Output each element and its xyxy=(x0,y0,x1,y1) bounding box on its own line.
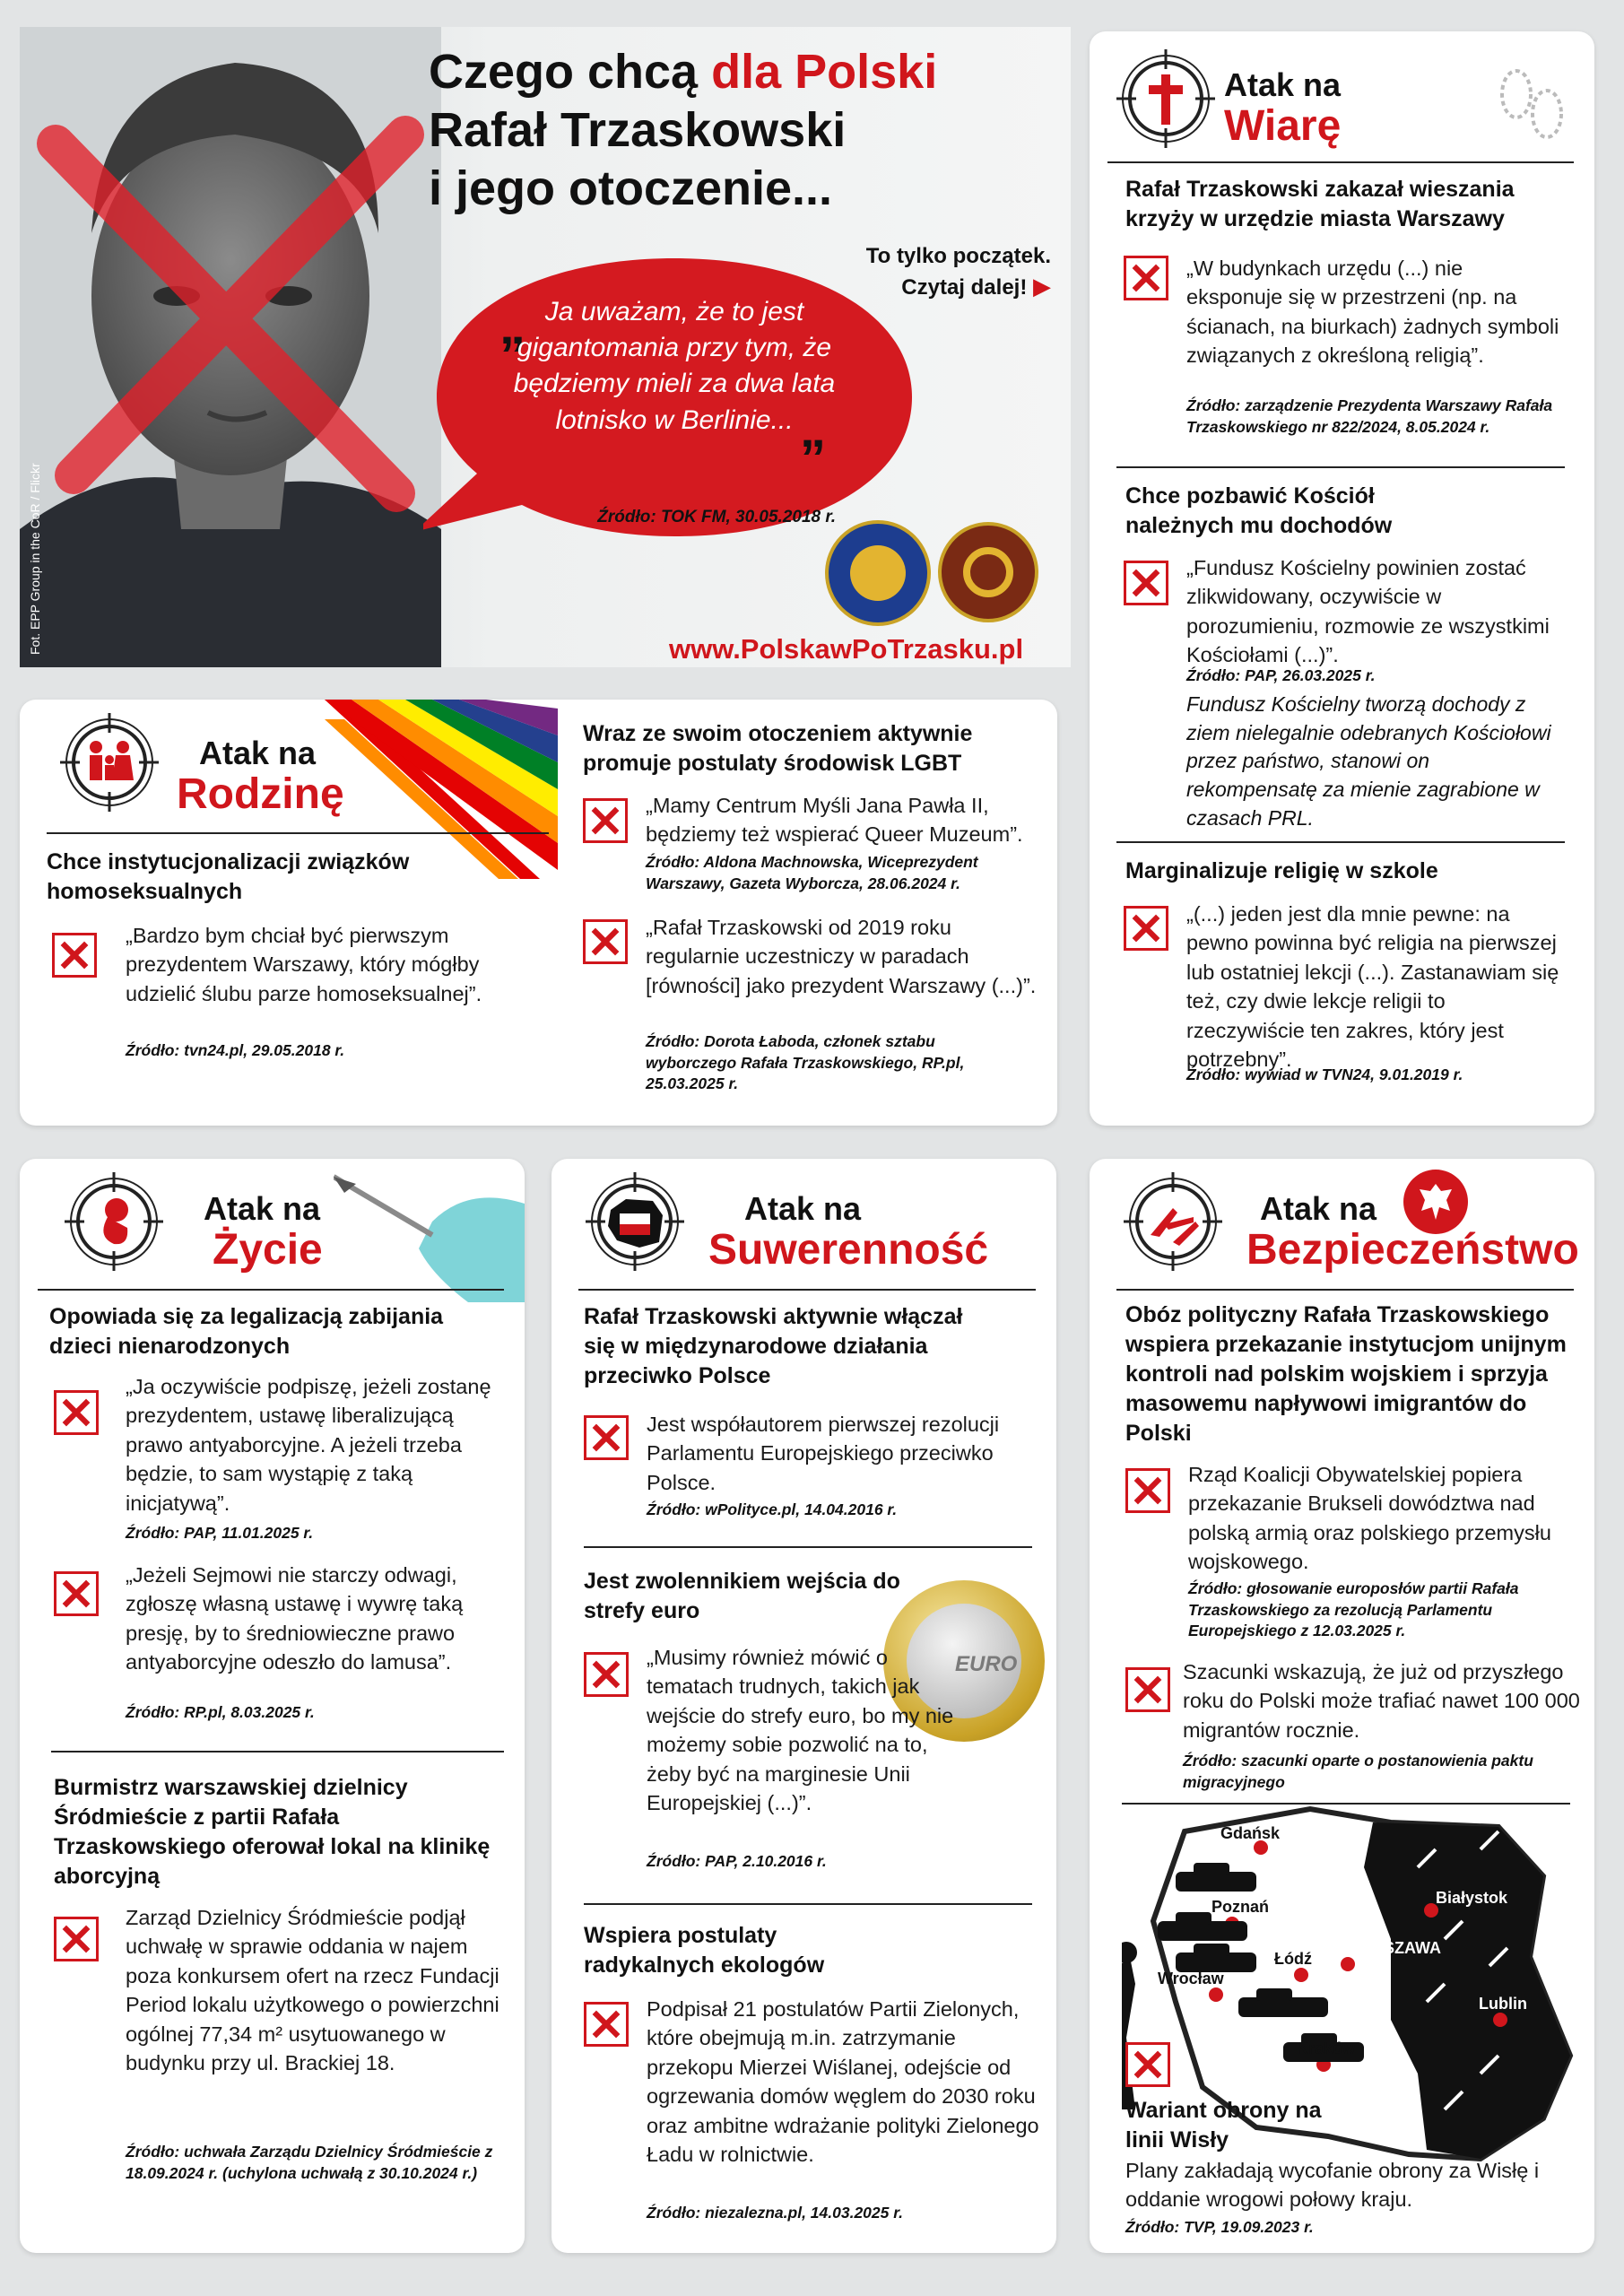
speech-bubble: „ ” Ja uważam, że to jest gigantomania przy tym, że będziemy mieli za dwa lata lotnisko w Berlinie... Źródło: TOK FM, 30.05.2018 r. xyxy=(423,249,925,545)
x-mark-icon xyxy=(54,1917,99,1961)
divider xyxy=(584,1546,1032,1548)
quote-text: „Bardzo bym chciał być pierwszym prezydentem Warszawy, który mógłby udzielić ślubu parze homoseksualnej”. xyxy=(126,924,482,1005)
divider xyxy=(1116,841,1565,843)
quote-text: Rząd Koalicji Obywatelskiej popiera przekazanie Brukseli dowództwa nad polską armią oraz polskiego przemysłu wojskowego. xyxy=(1188,1463,1551,1574)
rodzina-headline: Rodzinę xyxy=(177,770,344,818)
divider xyxy=(38,1289,504,1291)
divider xyxy=(1107,161,1574,163)
map-city-label: Lublin xyxy=(1479,1995,1527,2013)
bubble-source: Źródło: TOK FM, 30.05.2018 r. xyxy=(597,508,836,526)
section-title: Obóz polityczny Rafała Trzaskowskiego wspiera przekazanie instytucjom unijnym kontroli nad polskim wojskiem i sprzyja masowemu napływowi imigrantów do Polski xyxy=(1125,1302,1567,1446)
section-title: Rafał Trzaskowski aktywnie włączał się w międzynarodowe działania przeciwko Polsce xyxy=(584,1304,963,1388)
source-text: Źródło: PAP, 26.03.2025 r. xyxy=(1186,666,1376,684)
divider xyxy=(47,832,549,834)
x-mark-icon xyxy=(584,2002,629,2047)
quote-text: „Musimy również mówić o tematach trudnych, takich jak wejście do strefy euro, bo my nie możemy sobie pozwolić na to, żeby być na marginesie Unii Europejskiej (...)”. xyxy=(647,1646,954,1815)
map-city-label: Kraków xyxy=(1297,2039,1356,2057)
footprint-icon xyxy=(1484,58,1574,148)
card-zycie xyxy=(20,1159,525,2253)
source-text: Źródło: TVP, 19.09.2023 r. xyxy=(1125,2218,1314,2236)
scalpel-hand-icon xyxy=(334,1168,525,1302)
source-text: Źródło: PAP, 2.10.2016 r. xyxy=(647,1852,827,1870)
portrait-photo xyxy=(20,27,441,667)
x-mark-icon xyxy=(583,798,628,843)
quote-text: „Fundusz Kościelny powinien zostać zlikwidowany, oczywiście w porozumieniu, rozmowie ze wszystkimi Kościołami (...)”. xyxy=(1186,556,1550,667)
bezpieczenstwo-headline: Bezpieczeństwo xyxy=(1246,1226,1579,1274)
section-title: Jest zwolennikiem wejścia do strefy euro xyxy=(584,1569,900,1623)
eagle-emblem-icon xyxy=(1403,1170,1468,1234)
section-title: Wraz ze swoim otoczeniem aktywnie promuje postulaty środowisk LGBT xyxy=(583,721,973,776)
page-title: Czego chcą dla Polski Rafał Trzaskowski i jego otoczenie... xyxy=(429,45,938,215)
section-title: Rafał Trzaskowski zakazał wieszania krzyży w urzędzie miasta Warszawy xyxy=(1125,177,1515,231)
euro-coin-icon: EURO xyxy=(883,1580,1045,1742)
quote-text: „(...) jeden jest dla mnie pewne: na pewno powinna być religia na pierwszej lub ostatniej lekcji (...). Zastanawiam się też, czy dwie lekcje religii to rzeczywiście ten zakres, który jest potrzebny”. xyxy=(1186,902,1559,1072)
map-city-label: Łódź xyxy=(1274,1950,1312,1968)
x-mark-icon xyxy=(1125,2042,1170,2087)
source-text: Źródło: wPolityce.pl, 14.04.2016 r. xyxy=(647,1500,898,1518)
bubble-quote: Ja uważam, że to jest gigantomania przy tym, że będziemy mieli za dwa lata lotnisko w Berlinie... xyxy=(513,297,836,435)
quote-text: „W budynkach urzędu (...) nie eksponuje się w przestrzeni (np. na ścianach, na biurkach) żadnych symboli związanych z określoną religią”. xyxy=(1186,257,1559,368)
divider xyxy=(1116,466,1565,468)
zycie-headline: Życie xyxy=(213,1226,323,1274)
section-title: Wariant obrony na linii Wisły xyxy=(1125,2098,1322,2152)
section-title: Chce pozbawić Kościół należnych mu dochodów xyxy=(1125,483,1393,538)
source-text: Źródło: wywiad w TVN24, 9.01.2019 r. xyxy=(1186,1065,1463,1083)
center-seal-icon xyxy=(938,522,1038,622)
card-suwerennosc xyxy=(551,1159,1056,2253)
quote-text: Jest współautorem pierwszej rezolucji Parlamentu Europejskiego przeciwko Polsce. xyxy=(647,1413,1000,1494)
wiara-headline: Wiarę xyxy=(1224,102,1342,150)
map-city-label: Wrocław xyxy=(1158,1970,1224,1987)
wiara-label: Atak na xyxy=(1224,66,1342,103)
institute-seal-icon xyxy=(825,520,931,626)
x-mark-icon xyxy=(1125,1667,1170,1712)
quote-text: „Ja oczywiście podpiszę, jeżeli zostanę prezydentem, ustawę liberalizującą prawo antyaborcyjne. A jeżeli trzeba będzie, to sam wystąpię z taką inicjatywą”. xyxy=(126,1375,491,1515)
quote-text: Podpisał 21 postulatów Partii Zielonych, które obejmują m.in. zatrzymanie przekopu Mierzei Wiślanej, odejście od ogrzewania domów węglem do 2030 roku oraz ambitne wdrażanie polityki Zielonego Ładu w rolnictwie. xyxy=(647,1997,1039,2167)
play-arrow-icon: ▶ xyxy=(1033,273,1051,300)
source-text: Źródło: Aldona Machnowska, Wiceprezydent Warszawy, Gazeta Wyborcza, 28.06.2024 r. xyxy=(646,853,978,892)
x-mark-icon xyxy=(1125,1468,1170,1513)
rodzina-label: Atak na xyxy=(199,735,317,771)
x-mark-icon xyxy=(1124,561,1168,605)
divider xyxy=(1116,1289,1574,1291)
cross-target-icon xyxy=(1116,49,1215,148)
website-link[interactable]: www.PolskawPoTrzasku.pl xyxy=(669,633,1024,665)
section-title: Marginalizuje religię w szkole xyxy=(1125,858,1438,883)
zycie-label: Atak na xyxy=(204,1190,321,1227)
quote-text: „Jeżeli Sejmowi nie starczy odwagi, zgłoszę własną ustawę i wywrę taką presję, by to średniowieczne prawo antyaborcyjne odeszło do lamusa”. xyxy=(126,1563,464,1674)
card-rodzina xyxy=(20,700,1057,1126)
note-text: Fundusz Kościelny tworzą dochody z ziem nielegalnie odebranych Kościołowi przez państwo, stanowi on rekompensatę za mienie zagrabione w czasach PRL. xyxy=(1186,692,1551,830)
source-text: Źródło: PAP, 11.01.2025 r. xyxy=(126,1524,314,1542)
header-panel xyxy=(20,27,1071,667)
section-title: Wspiera postulaty radykalnych ekologów xyxy=(584,1923,825,1978)
quote-text: „Mamy Centrum Myśli Jana Pawła II, będziemy też wspierać Queer Muzeum”. xyxy=(646,794,1023,847)
x-mark-icon xyxy=(1124,256,1168,300)
map-city-label: Poznań xyxy=(1211,1898,1270,1916)
card-wiara xyxy=(1090,31,1594,1126)
source-text: Źródło: szacunki oparte o postanowienia paktu migracyjnego xyxy=(1183,1752,1533,1791)
x-mark-icon xyxy=(584,1652,629,1697)
poland-target-icon xyxy=(586,1172,684,1271)
source-text: Źródło: tvn24.pl, 29.05.2018 r. xyxy=(126,1041,345,1059)
jets-target-icon xyxy=(1124,1172,1222,1271)
fetus-target-icon xyxy=(65,1172,163,1271)
family-target-icon xyxy=(60,713,159,812)
teaser-text: To tylko początek. Czytaj dalej! ▶ xyxy=(865,244,1051,300)
suwerennosc-headline: Suwerenność xyxy=(708,1226,989,1274)
source-text: Źródło: Dorota Łaboda, członek sztabu wyborczego Rafała Trzaskowskiego, RP.pl, 25.03.2025 r. xyxy=(646,1032,965,1093)
x-mark-icon xyxy=(54,1571,99,1616)
quote-text: Szacunki wskazują, że już od przyszłego roku do Polski może trafiać nawet 100 000 migrantów rocznie. xyxy=(1183,1660,1580,1742)
quote-text: Plany zakładają wycofanie obrony za Wisłę i oddanie wrogowi połowy kraju. xyxy=(1125,2159,1540,2212)
section-title: Opowiada się za legalizacją zabijania dzieci nienarodzonych xyxy=(49,1304,444,1359)
source-text: Źródło: głosowanie europosłów partii Rafała Trzaskowskiego za rezolucją Parlamentu Europejskiego z 12.03.2025 r. xyxy=(1188,1579,1519,1640)
suwerennosc-label: Atak na xyxy=(744,1190,862,1227)
divider xyxy=(584,1903,1032,1905)
x-mark-icon xyxy=(1124,906,1168,951)
map-city-label: Gdańsk xyxy=(1220,1824,1281,1842)
bezpieczenstwo-label: Atak na xyxy=(1260,1190,1377,1227)
photo-credit: Fot. EPP Group in the CoR / Flickr xyxy=(28,463,42,655)
divider xyxy=(51,1751,504,1752)
section-title: Chce instytucjonalizacji związków homoseksualnych xyxy=(47,849,410,904)
source-text: Źródło: RP.pl, 8.03.2025 r. xyxy=(126,1703,315,1721)
source-text: Źródło: niezalezna.pl, 14.03.2025 r. xyxy=(647,2204,903,2222)
divider xyxy=(578,1289,1036,1291)
x-mark-icon xyxy=(54,1390,99,1435)
source-text: Źródło: uchwała Zarządu Dzielnicy Śródmieście z 18.09.2024 r. (uchylona uchwałą z 30.10.2024 r.) xyxy=(126,2143,493,2182)
card-bezpieczenstwo xyxy=(1090,1159,1594,2253)
x-mark-icon xyxy=(584,1415,629,1460)
source-text: Źródło: zarządzenie Prezydenta Warszawy Rafała Trzaskowskiego nr 822/2024, 8.05.2024 r. xyxy=(1186,396,1553,436)
map-city-label: WARSZAWA xyxy=(1346,1939,1441,1957)
section-title: Burmistrz warszawskiej dzielnicy Śródmieście z partii Rafała Trzaskowskiego oferował lokal na klinikę aborcyjną xyxy=(54,1775,491,1889)
x-mark-icon xyxy=(52,933,97,978)
quote-text: „Rafał Trzaskowski od 2019 roku regularnie uczestniczy w paradach [równości] jako prezydent Warszawy (...)”. xyxy=(646,916,1037,997)
x-mark-icon xyxy=(583,919,628,964)
quote-text: Zarząd Dzielnicy Śródmieście podjął uchwałę w sprawie oddania w najem poza konkursem ofert na rzecz Fundacji Period lokalu użytkowego o powierzchni ogólnej 77,34 m² usytuowanego w budynku przy ul. Brackiej 18. xyxy=(126,1906,499,2075)
map-city-label: Białystok xyxy=(1436,1889,1508,1907)
